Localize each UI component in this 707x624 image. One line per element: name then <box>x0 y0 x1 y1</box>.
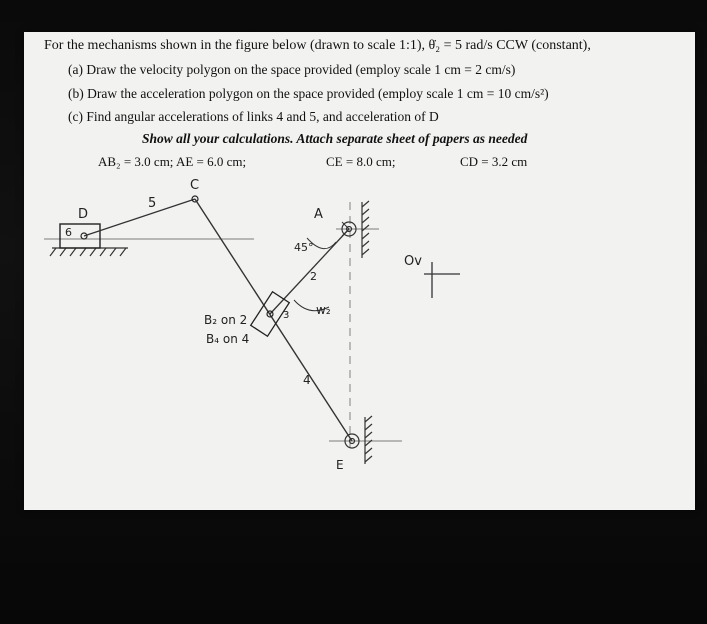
label-link-4: 4 <box>303 373 311 387</box>
problem-intro: For the mechanisms shown in the figure below (drawn to scale 1:1), θ̇₂ = 5 rad/s CCW (constant), <box>44 38 591 53</box>
ground-pin-a <box>336 201 379 258</box>
dimension-ce: CE = 8.0 cm; <box>326 154 396 169</box>
label-d: D <box>78 207 89 222</box>
problem-instruction: Show all your calculations. Attach separate sheet of papers as needed <box>142 131 528 146</box>
dimension-ab-ae: AB₂ = 3.0 cm; AE = 6.0 cm; <box>98 154 247 169</box>
label-angle: 45° <box>294 241 314 254</box>
label-ov: Ov <box>404 254 422 269</box>
link-5 <box>84 199 195 236</box>
label-c: C <box>190 178 200 193</box>
problem-part-a: (a) Draw the velocity polygon on the space provided (employ scale 1 cm = 2 cm/s) <box>68 62 516 77</box>
label-b2: B₂ on 2 <box>204 313 248 327</box>
label-link-5: 5 <box>148 196 157 211</box>
label-link-3: 3 <box>283 310 290 321</box>
label-b4: B₄ on 4 <box>206 332 250 346</box>
label-link-6: 6 <box>65 226 72 239</box>
label-omega: w₂ <box>316 303 331 317</box>
problem-part-c: (c) Find angular accelerations of links 4 and 5, and acceleration of D <box>68 109 439 124</box>
problem-sheet <box>24 32 695 510</box>
problem-part-b: (b) Draw the acceleration polygon on the space provided (employ scale 1 cm = 10 cm/s²) <box>68 86 549 101</box>
label-e: E <box>336 458 344 472</box>
velocity-origin-mark <box>424 262 460 298</box>
dimension-cd: CD = 3.2 cm <box>460 154 528 169</box>
label-a: A <box>314 207 323 222</box>
mechanism-diagram <box>24 32 695 510</box>
label-link-2: 2 <box>310 270 317 283</box>
